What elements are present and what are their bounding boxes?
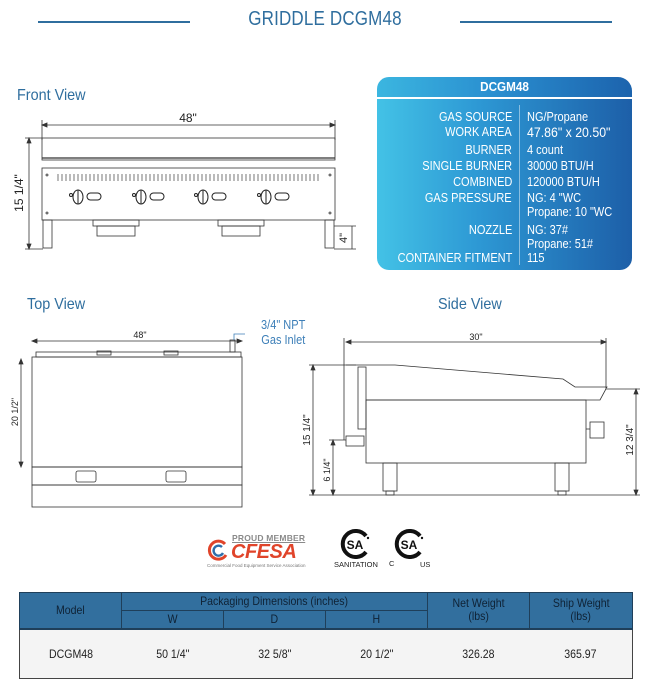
spec-value: 120000 BTU/H [527,175,600,189]
front-height-label: 15 1/4" [12,174,26,212]
side-view-drawing [300,325,650,515]
side-height-label: 15 1/4" [302,414,313,446]
csa-sanitation-label: SANITATION [334,560,378,569]
front-width-label: 48" [179,111,197,125]
header-d: D [224,611,326,629]
svg-text:SA: SA [346,538,364,552]
burner-knob-icon [70,190,290,204]
spec-value: 4 count [527,143,564,157]
spec-header [377,77,632,97]
cell-model: DCGM48 [20,629,122,679]
spec-value: 115 [527,251,545,265]
spec-key: GAS SOURCE [438,110,512,124]
svg-text:SA: SA [400,538,418,552]
cell-net-weight: 326.28 [428,629,530,679]
csa-mark-icon [340,529,370,559]
cell-w: 50 1/4" [122,629,224,679]
spec-key: WORK AREA [445,125,512,139]
header-w: W [122,611,224,629]
csa-mark-icon [394,529,424,559]
csa-c-label: C [389,559,395,568]
spec-body [377,99,632,270]
spec-value: NG: 4 "WC [527,191,582,205]
cfesa-swirl-icon [207,539,229,561]
cell-h: 20 1/2" [326,629,428,679]
spec-key: SINGLE BURNER [422,159,512,173]
header-model: Model [20,593,122,629]
front-view-drawing [0,105,370,265]
cfesa-subtitle: Commercial Food Equipment Service Association [207,563,306,568]
top-width-label: 48" [133,330,147,340]
spec-value: 30000 BTU/H [527,159,594,173]
spec-key: BURNER [465,143,512,157]
cell-d: 32 5/8" [224,629,326,679]
spec-value: Propane: 10 "WC [527,205,613,219]
spec-model-label: DCGM48 [480,79,529,94]
cfesa-proud-member: PROUD MEMBER [232,533,306,543]
callout-line-2: Gas Inlet [260,333,305,347]
spec-divider [519,105,520,265]
spec-key: CONTAINER FITMENT [397,251,512,265]
spec-value: 47.86" x 20.50" [527,124,611,140]
front-view-title: Front View [17,87,86,104]
table-row [20,629,633,679]
spec-key: COMBINED [452,175,512,189]
spec-key: GAS PRESSURE [425,191,512,205]
top-view-drawing [0,325,320,515]
csa-sanitation-logo [334,529,378,571]
csa-us-label: US [420,560,431,569]
header-packaging-dimensions: Packaging Dimensions (inches) [122,593,428,611]
cfesa-name: CFESA [231,541,297,563]
header-h: H [326,611,428,629]
spec-value: Propane: 51# [527,237,594,251]
spec-value: NG: 37# [527,223,568,237]
side-view-title: Side View [438,296,502,313]
page-title: GRIDDLE DCGM48 [248,8,402,30]
side-front-height-label: 12 3/4" [625,424,636,456]
callout-line-1: 3/4" NPT [260,318,305,332]
csa-c-us-logo [386,529,436,571]
packaging-table [19,592,633,679]
top-depth-label: 20 1/2" [10,397,20,427]
side-inlet-height-label: 6 1/4" [322,458,332,482]
header-ship-weight: Ship Weight (lbs) [530,593,633,629]
front-leg-label: 4" [338,232,350,244]
cell-ship-weight: 365.97 [530,629,633,679]
spec-value: NG/Propane [527,110,589,124]
cfesa-logo [207,533,317,569]
side-depth-label: 30" [469,332,483,342]
spec-key: NOZZLE [468,223,512,237]
header-net-weight: Net Weight (lbs) [428,593,530,629]
spec-panel [377,77,632,270]
top-view-title: Top View [27,296,86,313]
gas-inlet-callout [261,318,305,348]
